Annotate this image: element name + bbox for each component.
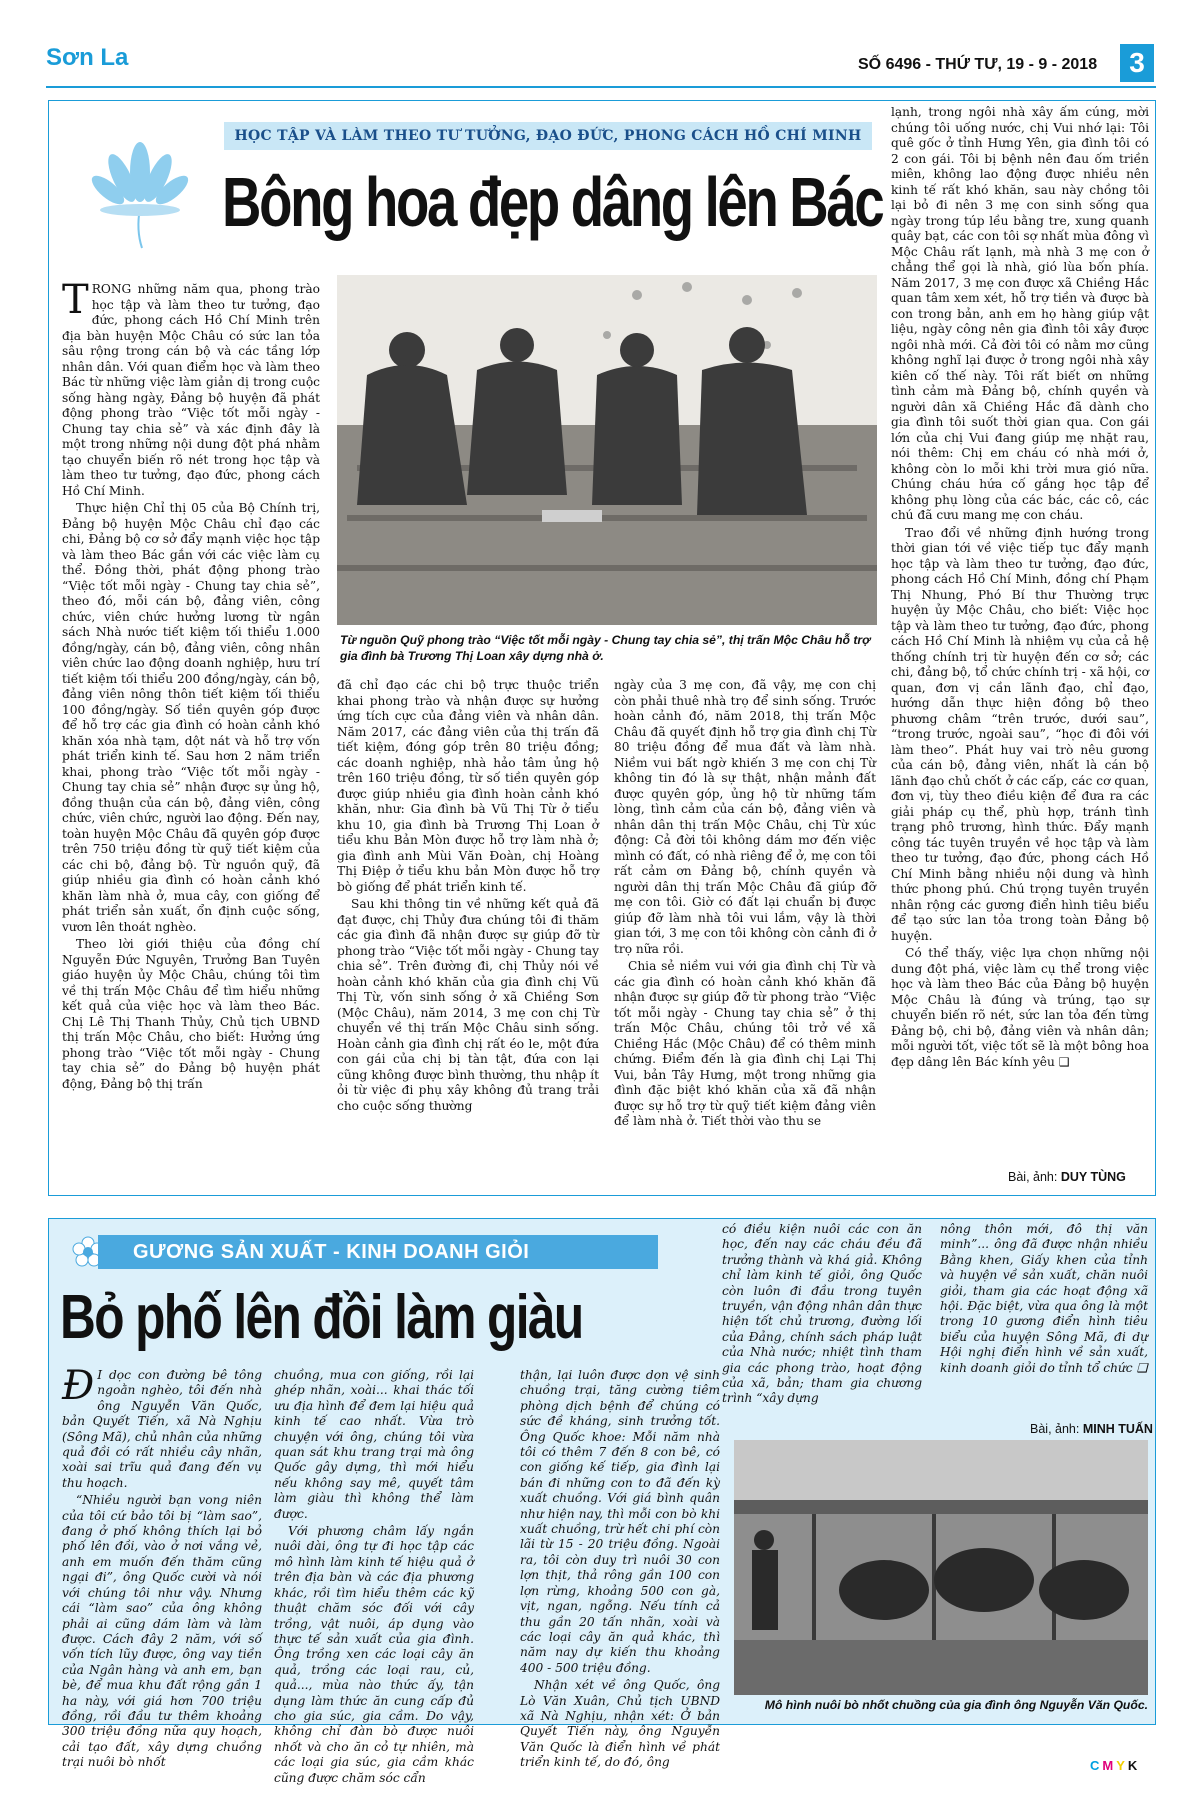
paragraph: nông thôn mới, đô thị văn minh”... ông đã được nhận nhiều Bằng khen, Giấy khen của tỉnh và huyện về sản xuất, chăn nuôi giỏi, tham gia các hoạt động xã hội. Đặc biệt, vừa qua ông là một trong 10 gương điển hình tiêu biểu của huyện Sông Mã, đi dự Hội nghị điển hình về sản xuất, kinh doanh giỏi do tỉnh tổ chức ❑	[940, 1222, 1148, 1375]
byline-author: DUY TÙNG	[1060, 1170, 1126, 1184]
paragraph: chuồng, mua con giống, rồi lại ghép nhãn, xoài... khai thác tối ưu địa hình để đem lại hiệu quả kinh tế cao nhất. Vừa trò chuyện với ông, chúng tôi vừa quan sát khu trang trại mà ông Quốc gây dựng, thì mới hiểu nếu không say mê, quyết tâm làm giàu thì không thể làm được.	[274, 1368, 474, 1521]
paragraph: Thực hiện Chỉ thị 05 của Bộ Chính trị, Đảng bộ huyện Mộc Châu chỉ đạo các chi, Đảng bộ cơ sở đẩy mạnh việc học tập và làm theo Bác gắn với các việc làm cụ thể. Đồng thời, phát động phong trào “Việc tốt mỗi ngày - Chung tay chia sẻ”, theo đó, mỗi cán bộ, đảng viên, công chức, viên chức hưởng lương từ ngân sách Nhà nước tiết kiệm tối thiểu 1.000 đồng/ngày, cán bộ, đảng viên, công nhân viên chức lao động doanh nghiệp, hưu trí tiết kiệm tối thiểu 200 đồng/ngày, cán bộ, đảng viên nông thôn tiết kiệm tối thiểu 100 đồng/ngày. Số tiền quyên góp được để hỗ trợ các gia đình có hoàn cảnh khó khăn xóa nhà tạm, dột nát và hỗ trợ vốn phát triển kinh tế. Sau hơn 2 năm triển khai, phong trào “Việc tốt mỗi ngày - Chung tay chia sẻ” nhận được sự ủng hộ, đồng thuận của cán bộ, đảng viên, công chức, viên chức, người lao động. Đến nay, toàn huyện Mộc Châu đã quyên góp được trên 750 triệu đồng từ quỹ tiết kiệm của các chi bộ, đảng bộ. Từ nguồn quỹ, đã giúp nhiều gia đình có hoàn cảnh khó khăn làm nhà ở, mua cây, con giống để phát triển sản xuất, ổn định cuộc sống, vươn lên thoát nghèo.	[62, 501, 320, 934]
article-2-column-4	[722, 1222, 922, 1432]
article-1-byline	[1008, 1170, 1126, 1184]
cmyk-m: M	[1102, 1758, 1117, 1773]
lotus-icon	[70, 110, 210, 250]
cmyk-k: K	[1127, 1758, 1141, 1773]
article-1-column-1	[62, 277, 320, 1172]
article-1-photo-caption: Từ nguồn Quỹ phong trào “Việc tốt mỗi ngày - Chung tay chia sẻ”, thị trấn Mộc Châu hỗ trợ gia đình bà Trương Thị Loan xây dựng nhà ở.	[340, 633, 871, 663]
article-2-kicker: GƯƠNG SẢN XUẤT - KINH DOANH GIỎI	[98, 1235, 658, 1269]
paragraph: RONG những năm qua, phong trào học tập và làm theo tư tưởng, đạo đức, phong cách Hồ Chí Minh trên địa bàn huyện Mộc Châu có sức lan tỏa sâu rộng trong cán bộ và các tầng lớp nhân dân. Với quan điểm học và làm theo Bác từ những việc làm giản dị trong cuộc sống hàng ngày, Đảng bộ huyện đã phát động phong trào “Việc tốt mỗi ngày - Chung tay chia sẻ” và xác định đây là một trong những nội dung đột phá nhằm tạo chuyển biến rõ nét trong học tập và làm theo tư tưởng, đạo đức, phong cách Hồ Chí Minh.	[62, 282, 320, 498]
article-2-photo	[734, 1440, 1148, 1695]
section-name: Sơn La	[46, 44, 129, 71]
paragraph: Với phương châm lấy ngắn nuôi dài, ông tự đi học tập các mô hình làm kinh tế hiệu quả ở trên địa bàn và các địa phương khác, rồi tìm hiểu thêm các kỹ thuật chăm sóc đối với cây trồng, vật nuôi, áp dụng vào thực tế sản xuất của gia đình. Ông trồng xen các loại cây ăn quả, trồng các loại rau, củ, quả..., mùa nào thức ấy, tận dụng làm thức ăn cung cấp đủ cho gia súc, gia cầm. Do vậy, không chỉ đàn bò được nuôi nhốt và cho ăn cỏ tự nhiên, mà các loại gia súc, gia cầm khác cũng được chăm sóc cẩn	[274, 1524, 474, 1785]
page-number: 3	[1120, 44, 1154, 82]
article-1-column-3	[614, 678, 876, 1188]
paragraph: “Nhiều người bạn vong niên của tôi cứ bảo tôi bị “làm sao”, đang ở phố không thích lại bỏ phố lên đồi, vào ở nơi vắng vẻ, anh em muốn đến thăm cũng ngại đi”, ông Quốc cười và nói với chúng tôi như vậy. Nhưng cái “làm sao” của ông không phải ai cũng dám làm và làm được. Cách đây 2 năm, với số vốn tích lũy được, ông vay tiền của Ngân hàng và anh em, bạn bè, để mua khu đất rộng gần 1 ha này, với giá hơn 700 triệu đồng, rồi đầu tư thêm khoảng 300 triệu đồng nữa quy hoạch, cải tạo đất, xây dựng chuồng trại nuôi bò nhốt	[62, 1493, 262, 1770]
paragraph: đã chỉ đạo các chi bộ trực thuộc triển khai phong trào và nhận được sự hưởng ứng tích cực của đảng viên và nhân dân. Năm 2017, các đảng viên của thị trấn đã tiết kiệm, đóng góp trên 80 triệu đồng; các doanh nghiệp, nhà hảo tâm ủng hộ trên 160 triệu đồng, từ số tiền quyên góp được giúp nhiều gia đình hoàn cảnh khó khăn, như: Gia đình bà Vũ Thị Từ ở tiểu khu 10, gia đình bà Trương Thị Loan ở tiểu khu Bản Mòn được hỗ trợ làm nhà ở; gia đình anh Mùi Văn Đoàn, chị Hoàng Thị Điệp ở tiểu khu bản Mòn được hỗ trợ bò giống để phát triển kinh tế.	[337, 678, 599, 894]
paragraph: Trao đổi về những định hướng trong thời gian tới về việc tiếp tục đẩy mạnh học tập và làm theo tư tưởng, đạo đức, phong cách Hồ Chí Minh, đồng chí Phạm Thị Nhung, Phó Bí thư Thường trực huyện ủy Mộc Châu, cho biết: Việc học tập và làm theo tư tưởng, đạo đức, phong cách Hồ Chí Minh là nhiệm vụ của cả hệ thống chính trị từ huyện đến cơ sở; các chi, đảng bộ, tổ chức chính trị - xã hội, cơ quan, đơn vị cần lãnh đạo, chỉ đạo, hướng dẫn thực hiện đồng bộ theo phương châm “trên trước, dưới sau”, “trong trước, ngoài sau”, “học đi đôi với làm theo”. Phát huy vai trò nêu gương của cán bộ, đảng viên, nhất là cán bộ lãnh đạo chủ chốt ở các cấp, các cơ quan, đơn vị, tùy theo điều kiện để đưa ra các giải pháp cụ thể, phù hợp, tránh tình trạng phô trương, hình thức. Đẩy mạnh công tác tuyên truyền về học tập và làm theo tư tưởng, đạo đức, phong cách Hồ Chí Minh bằng nhiều nội dung và hình thức phong phú. Chú trọng tuyên truyền nhân rộng các gương điển hình tiêu biểu để tạo sức lan tỏa trong toàn Đảng bộ huyện.	[891, 525, 1149, 943]
issue-info: SỐ 6496 - THỨ TƯ, 19 - 9 - 2018	[858, 56, 1098, 73]
cmyk-y: Y	[1116, 1758, 1128, 1773]
paragraph: có điều kiện nuôi các con ăn học, đến nay các cháu đều đã trưởng thành và khá giả. Không chỉ làm kinh tế giỏi, ông Quốc còn luôn đi đầu trong tuyên truyền, vận động nhân dân thực hiện tốt chủ trương, đường lối của Đảng, chính sách pháp luật của Nhà nước; nhiệt tình tham gia các phong trào, hoạt động của xã, bản; tham gia chương trình “xây dựng	[722, 1222, 922, 1406]
article-2-column-5	[940, 1222, 1148, 1422]
article-2-column-1	[62, 1363, 262, 1770]
paragraph: Sau khi thông tin về những kết quả đã đạt được, chị Thủy đưa chúng tôi đi thăm các gia đình đã nhận được sự giúp đỡ từ phong trào “Việc tốt mỗi ngày - Chung tay chia sẻ”. Trên đường đi, chị Thủy nói về hoàn cảnh khó khăn của gia đình chị Vũ Thị Từ, vốn sinh sống ở xã Chiềng Sơn (Mộc Châu), năm 2014, 3 mẹ con chị Từ chuyển về thị trấn Mộc Châu sinh sống. Hoàn cảnh gia đình chị rất éo le, một đứa con gái của chị bị tàn tật, đứa con lại cũng không được bình thường, thu nhập ít ỏi từ việc đi phụ xây không đủ trang trải cho cuộc sống thường	[337, 897, 599, 1113]
article-1-kicker: HỌC TẬP VÀ LÀM THEO TƯ TƯỞNG, ĐẠO ĐỨC, PHONG CÁCH HỒ CHÍ MINH	[224, 122, 872, 150]
byline-prefix: Bài, ảnh:	[1008, 1170, 1058, 1184]
article-1-column-2	[337, 678, 599, 1188]
article-2-column-3	[520, 1368, 720, 1770]
paragraph: thận, lại luôn được dọn vệ sinh chuồng trại, tăng cường tiêm phòng dịch bệnh để chúng có sức đề kháng, sinh trưởng tốt. Ông Quốc khoe: Mỗi năm nhà tôi có thêm 7 đến 8 con bê, có con giống kế tiếp, gia đình lại bán đi những con to đã đến kỳ xuất chuồng. Với giá bình quân như hiện nay, thì mỗi con bò khi xuất chuồng, trừ hết chi phí còn lãi từ 15 - 20 triệu đồng. Ngoài ra, tôi còn duy trì nuôi 30 con lợn thịt, thả rông gần 100 con lợn rừng, khoảng 500 con gà, vịt, ngan, ngỗng. Nếu tính cả thu gần 20 tấn nhãn, xoài và các loại cây ăn quả khác, thì năm nay dự kiến thu khoảng 400 - 500 triệu đồng.	[520, 1368, 720, 1675]
paragraph: Theo lời giới thiệu của đồng chí Nguyễn Đức Nguyên, Trưởng Ban Tuyên giáo huyện ủy Mộc Châu, chúng tôi tìm về thị trấn Mộc Châu để tìm hiểu những kết quả của việc học và làm theo Bác. Chị Lê Thị Thanh Thủy, Chủ tịch UBND thị trấn Mộc Châu, cho biết: Hưởng ứng phong trào “Việc tốt mỗi ngày - Chung tay chia sẻ” do Đảng bộ huyện phát động, Đảng bộ thị trấn	[62, 937, 320, 1091]
paragraph: lạnh, trong ngôi nhà xây ấm cúng, mời chúng tôi uống nước, chị Vui nhớ lại: Tôi quê gốc ở tỉnh Hưng Yên, gia đình tôi có 2 con gái. Tôi bị bệnh nên đau ốm triền miên, không lao động được nhiều nên kinh tế rất khó khăn, sau này chồng tôi lại bỏ đi nên 3 mẹ con sinh sống qua ngày trong túp lều bằng tre, xung quanh quây bạt, các con tôi sợ nhất mùa đông vì Mộc Châu rất lạnh, mà nhà 3 mẹ con ở chẳng thể gọi là nhà, gió lùa bốn phía. Năm 2017, 3 mẹ con được xã Chiềng Hắc quan tâm xem xét, hỗ trợ tiền và được bà con trong bản, anh em họ hàng giúp vật liệu, ngày công nên gia đình tôi xây được ngôi nhà mới. Cả đời tôi có nằm mơ cũng không nghĩ lại được ở trong ngôi nhà xây kiên cố thế này. Tôi rất biết ơn những tình cảm mà Đảng bộ, chính quyền và người dân xã Chiềng Hắc đã dành cho gia đình tôi suốt thời gian qua. Con gái lớn của chị Vui đang giúp mẹ nhặt rau, nói thêm: Chị em cháu có nhà mới ở, không còn lo mỗi khi trời mưa gió nữa. Chúng cháu hứa cố gắng học tập để không phụ lòng của các bác, các cô, các chú đã cưu mang mẹ con cháu.	[891, 105, 1149, 522]
article-2-byline	[1030, 1422, 1153, 1436]
paragraph: I dọc con đường bê tông ngoằn nghèo, tôi đến nhà ông Nguyễn Văn Quốc, bản Quyết Tiến, xã Nà Nghịu (Sông Mã), chủ nhân của những quả đồi có rất nhiều cây nhãn, xoài sai trĩu quả đang đến vụ thu hoạch.	[62, 1368, 262, 1490]
header-rule	[46, 86, 1156, 88]
article-2-headline: Bỏ phố lên đồi làm giàu	[60, 1283, 583, 1352]
paragraph: Chia sẻ niềm vui với gia đình chị Từ và các gia đình có hoàn cảnh khó khăn đã nhận được sự giúp đỡ từ phong trào “Việc tốt mỗi ngày - Chung tay chia sẻ” ở thị trấn Mộc Châu, chúng tôi trở về xã Chiềng Hắc (Mộc Châu) để có thêm minh chứng. Điểm đến là gia đình chị Lại Thị Vui, bản Tây Hưng, một trong những gia đình đặc biệt khó khăn của xã đã nhận được sự hỗ trợ từ quỹ tiết kiệm đảng viên để làm nhà ở. Tiết thời vào thu se	[614, 959, 876, 1128]
drop-cap: Đ	[62, 1363, 95, 1409]
article-1-column-4	[891, 105, 1149, 1167]
byline-author: MINH TUẤN	[1082, 1422, 1153, 1436]
article-2-column-2	[274, 1368, 474, 1785]
cmyk-c: C	[1090, 1758, 1103, 1773]
paragraph: Nhận xét về ông Quốc, ông Lò Văn Xuân, Chủ tịch UBND xã Nà Nghịu, nhận xét: Ở bản Quyết Tiến này, ông Nguyễn Văn Quốc là điển hình về phát triển kinh tế, do đó, ông	[520, 1678, 720, 1770]
paragraph: Có thể thấy, việc lựa chọn những nội dung đột phá, việc làm cụ thể trong việc học và làm theo Bác của Đảng bộ huyện Mộc Châu là đúng và trúng, tạo sự chuyển biến rõ nét, sức lan tỏa đến từng Đảng bộ, chi bộ, đảng viên và nhân dân; mỗi người tốt, việc tốt sẽ là một bông hoa đẹp dâng lên Bác kính yêu ❑	[891, 946, 1149, 1069]
article-2-photo-caption: Mô hình nuôi bò nhốt chuồng của gia đình ông Nguyễn Văn Quốc.	[764, 1698, 1148, 1712]
article-1-photo	[337, 275, 877, 625]
article-1-headline: Bông hoa đẹp dâng lên Bác	[222, 163, 883, 241]
paragraph: ngày của 3 mẹ con, đã vậy, mẹ con chị còn phải thuê nhà trọ để sinh sống. Trước hoàn cảnh đó, năm 2018, thị trấn Mộc Châu đã quyết định hỗ trợ gia đình chị Từ 80 triệu đồng để mua đất và làm nhà. Niềm vui bất ngờ khiến 3 mẹ con chị Từ không tin đó là sự thật, nhận mảnh đất được quyên góp, ủng hộ từ những tấm lòng, tình cảm của cán bộ, đảng viên và nhân dân thị trấn Mộc Châu, chị Từ xúc động: Cả đời tôi không dám mơ đến việc mình có đất, có nhà riêng để ở, mẹ con tôi rất cảm ơn Đảng bộ, chính quyền và người dân thị trấn Mộc Châu đã giúp đỡ mẹ con tôi. Giờ có đất lại chuẩn bị được giúp đỡ làm nhà tôi vui lắm, vậy là thời gian tới, 3 mẹ con tôi không còn cảnh đi ở trọ nữa rồi.	[614, 678, 876, 956]
byline-prefix: Bài, ảnh:	[1030, 1422, 1080, 1436]
color-registration-marks	[1090, 1758, 1140, 1773]
drop-cap: T	[62, 277, 89, 323]
